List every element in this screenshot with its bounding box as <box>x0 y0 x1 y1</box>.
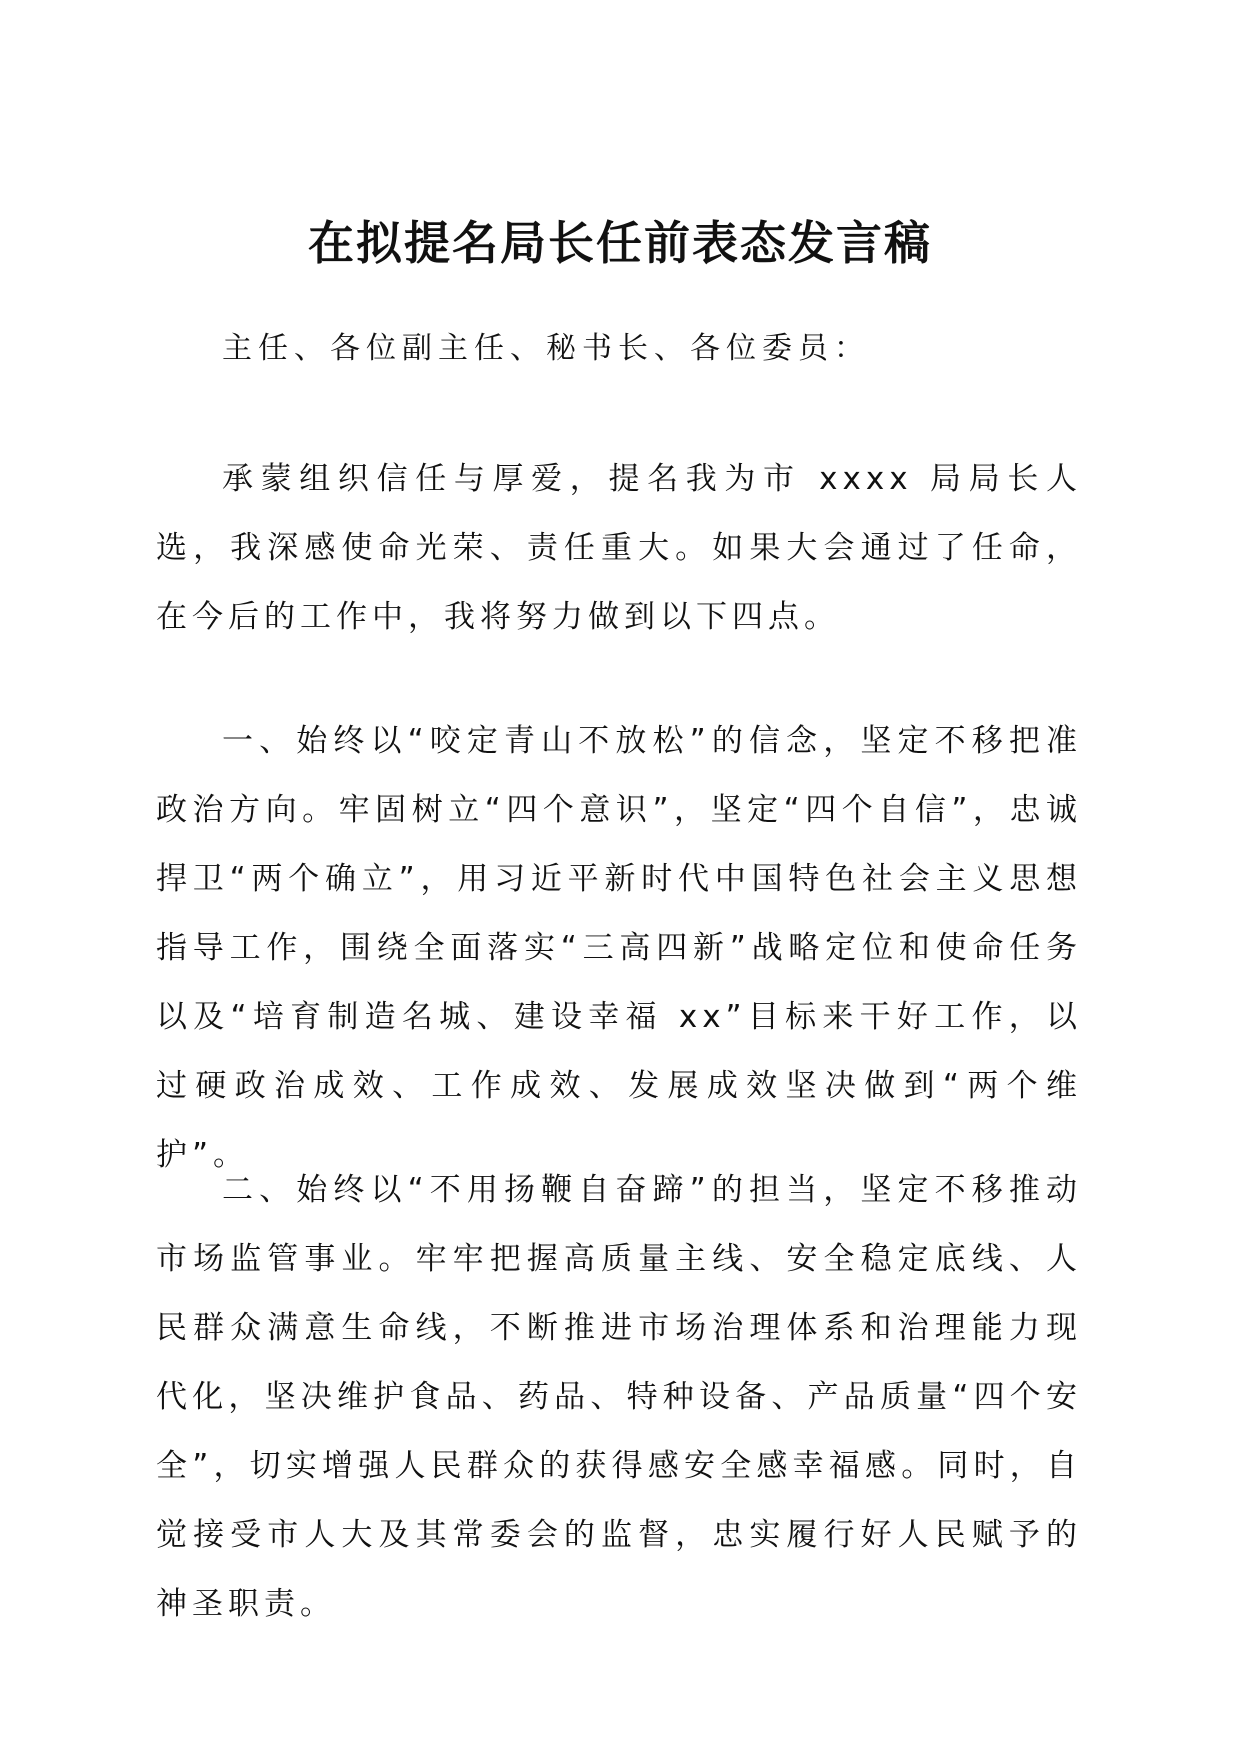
paragraph-intro: 承蒙组织信任与厚爱，提名我为市 xxxx 局局长人选，我深感使命光荣、责任重大。如果大会通过了任命，在今后的工作中，我将努力做到以下四点。 <box>156 461 1082 635</box>
paragraph-point-one: 一、始终以“咬定青山不放松”的信念，坚定不移把准政治方向。牢固树立“四个意识”，坚定“四个自信”，忠诚捍卫“两个确立”，用习近平新时代中国特色社会主义思想指导工作，围绕全面落实“三高四新”战略定位和使命任务以及“培育制造名城、建设幸福 xx”目标来干好工作，以过硬政治成效、工作成效、发展成效坚决做到“两个维护”。 <box>156 723 1082 1173</box>
paragraph-point-two: 二、始终以“不用扬鞭自奋蹄”的担当，坚定不移推动市场监管事业。牢牢把握高质量主线、安全稳定底线、人民群众满意生命线，不断推进市场治理体系和治理能力现代化，坚决维护食品、药品、特种设备、产品质量“四个安全”，切实增强人民群众的获得感安全感幸福感。同时，自觉接受市人大及其常委会的监督，忠实履行好人民赋予的神圣职责。 <box>156 1172 1082 1622</box>
document-title: 在拟提名局长任前表态发言稿 <box>308 216 932 270</box>
salutation: 主任、各位副主任、秘书长、各位委员： <box>222 331 870 366</box>
